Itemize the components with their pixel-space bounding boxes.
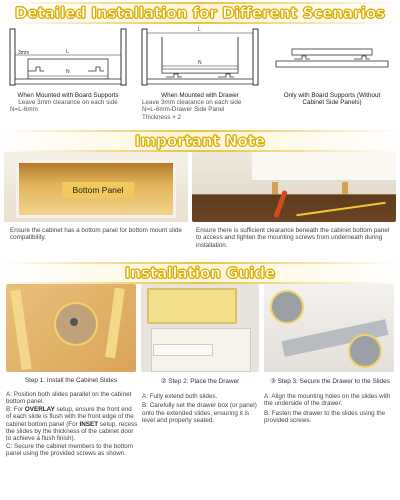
- installation-guide-banner: [0, 262, 400, 284]
- step-1-c: C: Secure the cabinet members to the bottom panel using the provided screws as shown.: [6, 442, 134, 458]
- step-3-a: A: Align the mounting holes on the slides with the underside of the drawer.: [264, 393, 391, 408]
- slide-rail: [105, 288, 125, 359]
- step-1-a: A: Position both slides parallel on the cabinet bottom panel.: [6, 391, 132, 406]
- installation-guide-title: Installation Guide: [124, 264, 276, 282]
- board-supports-diagram: [6, 27, 130, 89]
- step-1-title: Step 1: Install the Cabinet Slides: [24, 377, 118, 384]
- scenario-caption-no-side-panels: [268, 92, 396, 106]
- bottom-panel-label: Bottom Panel: [72, 185, 124, 195]
- bottom-panel-label-box: [62, 182, 134, 198]
- caption-line: Leave 3mm clearance on each side: [18, 99, 118, 107]
- cabinet-leg: [272, 182, 278, 194]
- bottom-panel-photo: [4, 152, 188, 222]
- dim-3mm-label: 3mm: [18, 50, 30, 56]
- step-1-b-mid: setup, ensure the front end of each slide is flush with the front edge of the cabinet bottom panel (For: [6, 405, 134, 428]
- caption-title: When Mounted with Drawer: [161, 92, 239, 99]
- step-2-b: B: Carefully set the drawer box (or panel) onto the extended slides, ensuring it is level and properly seated.: [142, 402, 257, 425]
- dim-n-label: N: [66, 69, 70, 75]
- screwdriver-icon: [273, 190, 287, 218]
- cabinet-body: [252, 152, 396, 182]
- clearance-photo: [192, 152, 396, 222]
- step-1-b-suffix: setup, recess the slides by the thickness of the cabinet door to achieve a flush finish).: [6, 420, 138, 443]
- step-3-photo: [264, 284, 394, 372]
- important-note-banner: [0, 130, 400, 152]
- caption-title: When Mounted with Board Supports: [17, 92, 119, 99]
- caption-formula: N=L-6mm-Drawer Side Panel: [142, 106, 225, 114]
- note-1-description: Ensure the cabinet has a bottom panel for bottom mount slide compatibility.: [10, 227, 182, 242]
- zoom-circle: [270, 290, 304, 324]
- slide-rail: [10, 290, 31, 371]
- installation-scenarios-banner: [0, 2, 400, 24]
- note-1-text: [10, 227, 186, 242]
- step-1-photo: [6, 284, 136, 372]
- step-2-photo: [141, 284, 259, 372]
- important-note-title: Important Note: [134, 132, 266, 150]
- scenario-caption-board-supports: [4, 92, 132, 114]
- zoom-circle: [348, 334, 382, 368]
- caption-title-cont: Cabinet Side Panels): [302, 99, 362, 107]
- step-3-instructions: [264, 393, 394, 425]
- overlay-keyword: OVERLAY: [24, 405, 55, 413]
- caption-formula: N=L-6mm: [10, 106, 38, 114]
- step-1-b-prefix: B: For: [6, 405, 25, 413]
- scenario-diagram-board-supports: [6, 27, 130, 89]
- scenario-diagram-no-side-panels: [270, 27, 394, 89]
- caption-formula-cont: Thickness × 2: [142, 113, 182, 121]
- step-2-title: ② Step 2: Place the Drawer: [160, 378, 240, 385]
- installation-scenarios-title: Detailed Installation for Different Scenarios: [14, 4, 386, 22]
- clearance-line: [296, 202, 385, 217]
- dim-n-label: N: [198, 60, 202, 66]
- screw-icon: [70, 318, 78, 326]
- caption-line: Leave 3mm clearance on each side: [142, 99, 242, 107]
- caption-title: Only with Board Supports (Without: [283, 92, 381, 99]
- drawer-box: [147, 288, 237, 324]
- inset-keyword: INSET: [79, 420, 99, 428]
- note-2-text: [196, 227, 394, 249]
- step-1-b: [6, 406, 138, 443]
- step-3-b: B: Fasten the drawer to the slides using the provided screws.: [264, 409, 386, 425]
- scenario-caption-drawer: [136, 92, 264, 121]
- dim-l-label: L: [198, 27, 201, 33]
- cabinet-leg: [342, 182, 348, 194]
- scenario-diagram-drawer: [138, 27, 262, 89]
- step-1-instructions: [6, 391, 138, 458]
- step-2-instructions: [142, 393, 258, 425]
- step-3-title: ③ Step 3: Secure the Drawer to the Slides: [270, 378, 390, 385]
- note-2-description: Ensure there is sufficient clearance beneath the cabinet bottom panel to access and tighten the mounting screws from underneath during installation.: [196, 227, 390, 249]
- drawer-front: [153, 344, 213, 356]
- step-2-a: A: Fully extend both slides.: [142, 393, 218, 400]
- no-side-panels-diagram: [270, 27, 394, 89]
- drawer-mount-diagram: [138, 27, 262, 89]
- dim-l-label: L: [66, 49, 69, 55]
